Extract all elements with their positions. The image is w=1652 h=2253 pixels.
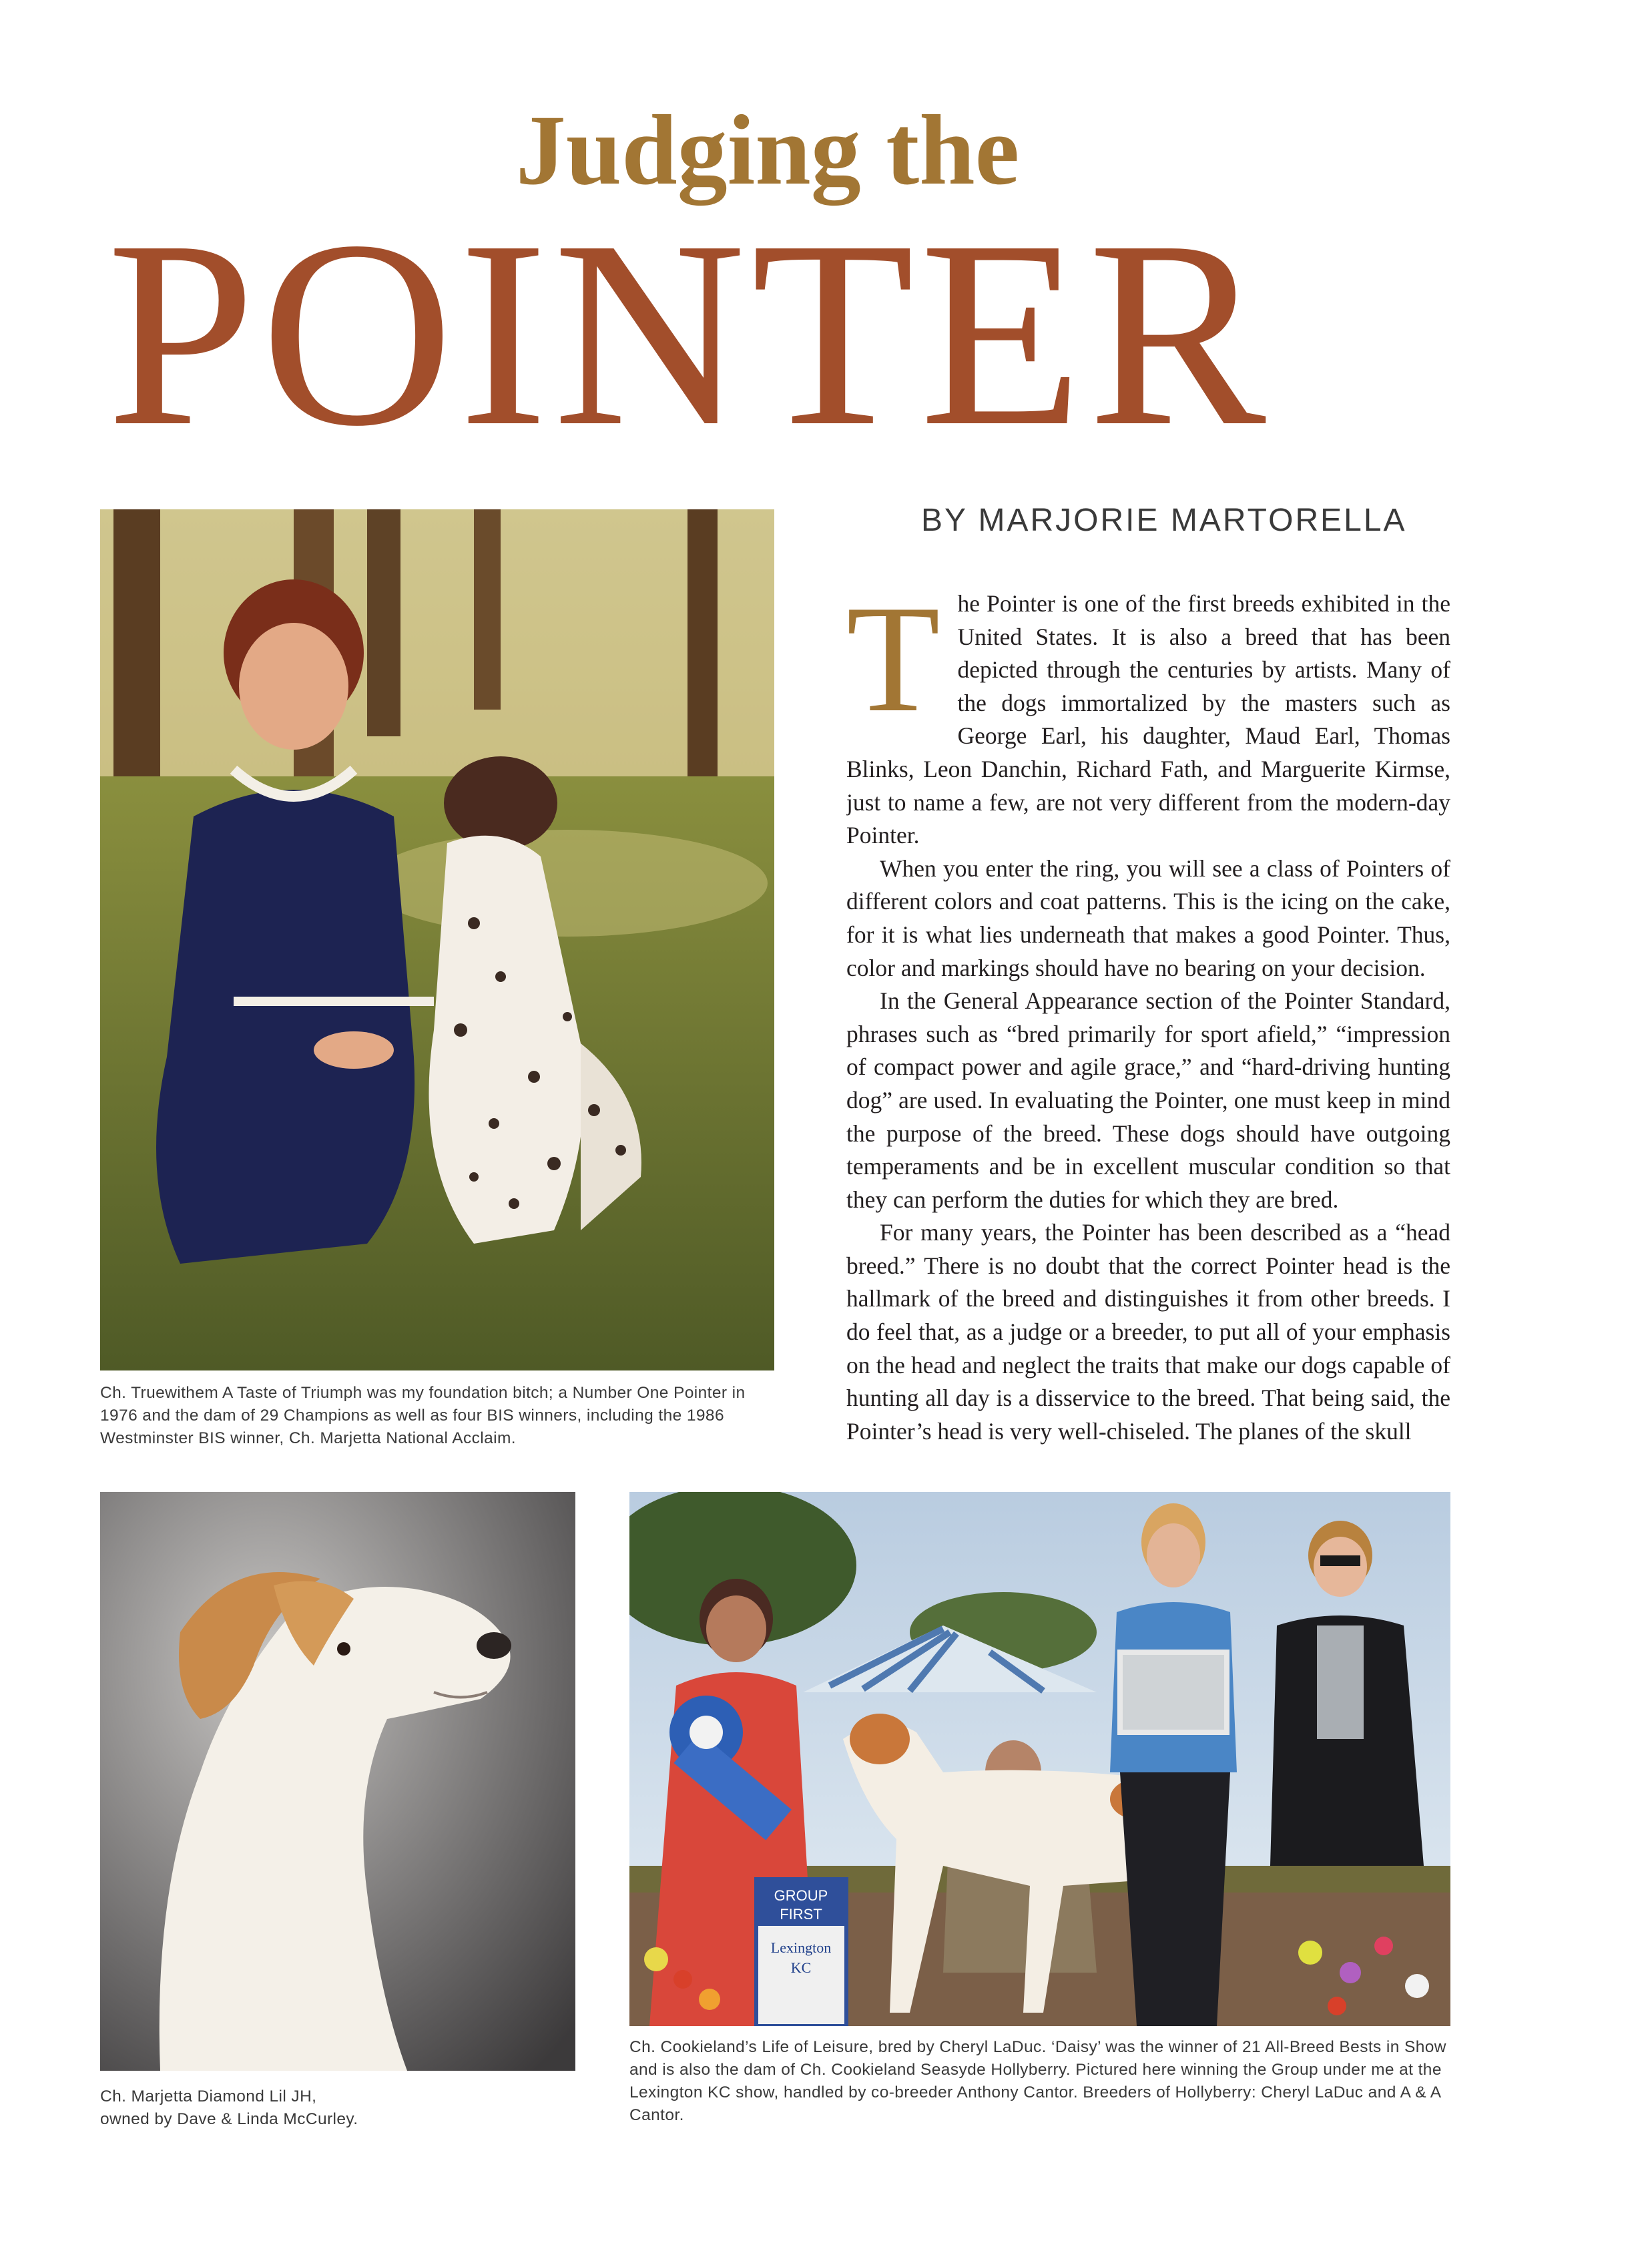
drop-cap: T bbox=[846, 587, 940, 744]
photo-group-win-image bbox=[629, 1492, 1450, 2026]
caption-foundation-bitch: Ch. Truewithem A Taste of Triumph was my foundation bitch; a Number One Pointer in 1976 and the dam of 29 Champions as well as four BIS winners, including the 1986 Westminster BIS winner, Ch. Marjetta National Acclaim. bbox=[100, 1384, 746, 1447]
sign-text-line-3: Lexington bbox=[770, 1939, 832, 1956]
article-body bbox=[846, 587, 1450, 1455]
article-paragraph-1: he Pointer is one of the first breeds exhibited in the United States. It is also a breed that has been depicted through the centuries by artists. Many of the dogs immortalized by the masters such as George Earl, his daughter, Maud Earl, Thomas Blinks, Leon Danchin, Richard Fath, and Marguerite Kirmse, just to name a few, are not very different from the modern-day Pointer. bbox=[846, 590, 1450, 849]
article-paragraph-3: In the General Appearance section of the Pointer Standard, phrases such as “bred primarily for sport afield,” “impression of compact power and agile grace,” and “hard-driving hunting dog” are used. In evaluating the Pointer, one must keep in mind the purpose of the breed. These dogs should have outgoing temperaments and be in excellent muscular condition so that they can perform the duties for which they are bred. bbox=[846, 987, 1450, 1213]
article-paragraph-2: When you enter the ring, you will see a class of Pointers of different colors and coat patterns. This is the icing on the cake, for it is what lies underneath that makes a good Pointer. Thus, color and markings should have no bearing on your decision. bbox=[846, 854, 1450, 981]
photo-diamond-lil-image bbox=[100, 1492, 575, 2071]
article-paragraph-4: For many years, the Pointer has been described as a “head breed.” There is no doubt that the correct Pointer head is the hallmark of the breed and distinguishes it from other breeds. I do feel that, as a judge or a breeder, to put all of your emphasis on the head and neglect the traits that make our dogs capable of hunting all day is a disservice to the breed. That being said, the Pointer’s head is very well-chiseled. The planes of the skull bbox=[846, 1219, 1450, 1445]
sign-text-line-2: FIRST bbox=[780, 1906, 822, 1923]
photo-diamond-lil bbox=[100, 1492, 575, 2071]
caption-diamond-lil bbox=[100, 2085, 575, 2131]
caption-group-win: Ch. Cookieland’s Life of Leisure, bred by Cheryl LaDuc. ‘Daisy’ was the winner of 21 All-Breed Bests in Show and is also the dam of Ch. Cookieland Seasyde Hollyberry. Pictured here winning the Group under me at the Lexington KC show, handled by co-breeder Anthony Cantor. Breeders of Hollyberry: Cheryl LaDuc and A & A Cantor. bbox=[629, 2038, 1446, 2124]
photo-foundation-bitch bbox=[100, 509, 774, 1370]
sign-text-line-4: KC bbox=[790, 1959, 812, 1976]
photo-group-win bbox=[629, 1492, 1450, 2026]
photo-foundation-bitch-image bbox=[100, 509, 774, 1370]
page-title: POINTER bbox=[107, 186, 1272, 481]
sign-text-line-1: GROUP bbox=[774, 1887, 828, 1904]
byline: BY MARJORIE MARTORELLA bbox=[921, 503, 1407, 538]
caption-diamond-lil-line-2: owned by Dave & Linda McCurley. bbox=[100, 2110, 358, 2128]
title-kicker: Judging the bbox=[515, 95, 1020, 206]
caption-diamond-lil-line-1: Ch. Marjetta Diamond Lil JH, bbox=[100, 2087, 317, 2105]
